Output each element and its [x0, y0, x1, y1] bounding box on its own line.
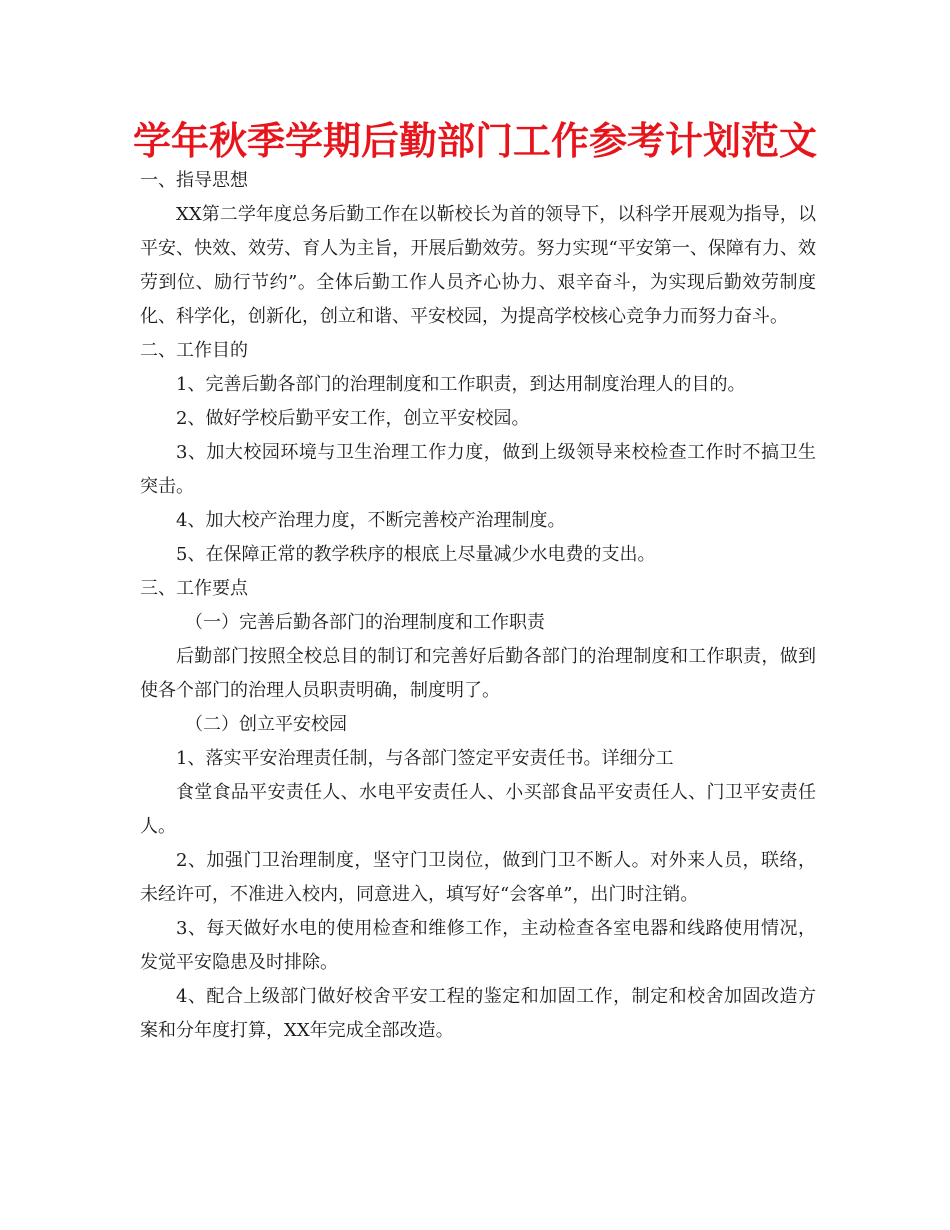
document-title: 学年秋季学期后勤部门工作参考计划范文	[132, 119, 817, 163]
safety-item-1-detail: 食堂食品平安责任人、水电平安责任人、小买部食品平安责任人、门卫平安责任人。	[140, 782, 816, 837]
section-heading-work-goals: 二、工作目的	[140, 340, 248, 361]
safety-item-2: 2、加强门卫治理制度，坚守门卫岗位，做到门卫不断人。对外来人员，联络，未经许可，不准进入校内，同意进入，填写好“会客单”，出门时注销。	[140, 850, 816, 905]
goal-item-5: 5、在保障正常的教学秩序的根底上尽量减少水电费的支出。	[176, 544, 656, 565]
subsection-heading-2: （二）创立平安校园	[185, 714, 347, 735]
paragraph-subsection-1: 后勤部门按照全校总目的制订和完善好后勤各部门的治理制度和工作职责，做到使各个部门的治理人员职责明确，制度明了。	[140, 646, 816, 701]
paragraph-guiding-ideology: XX第二学年度总务后勤工作在以靳校长为首的领导下，以科学开展观为指导，以平安、快效、效劳、育人为主旨，开展后勤效劳。努力实现“平安第一、保障有力、效劳到位、励行节约”。全体后勤工作人员齐心协力、艰辛奋斗，为实现后勤效劳制度化、科学化，创新化，创立和谐、平安校园，为提高学校核心竞争力而努力奋斗。	[140, 204, 816, 327]
safety-item-1: 1、落实平安治理责任制，与各部门签定平安责任书。详细分工	[176, 748, 674, 769]
goal-item-2: 2、做好学校后勤平安工作，创立平安校园。	[176, 408, 530, 429]
goal-item-1: 1、完善后勤各部门的治理制度和工作职责，到达用制度治理人的目的。	[176, 374, 746, 395]
goal-item-3: 3、加大校园环境与卫生治理工作力度，做到上级领导来校检查工作时不搞卫生突击。	[140, 442, 816, 497]
subsection-heading-1: （一）完善后勤各部门的治理制度和工作职责	[185, 612, 545, 633]
section-heading-guiding-ideology: 一、指导思想	[140, 170, 248, 191]
document-body	[140, 164, 816, 1048]
safety-item-4: 4、配合上级部门做好校舍平安工程的鉴定和加固工作，制定和校舍加固改造方案和分年度打算，XX年完成全部改造。	[140, 986, 816, 1041]
section-heading-work-points: 三、工作要点	[140, 578, 248, 599]
goal-item-4: 4、加大校产治理力度，不断完善校产治理制度。	[176, 510, 566, 531]
safety-item-3: 3、每天做好水电的使用检查和维修工作，主动检查各室电器和线路使用情况，发觉平安隐患及时排除。	[140, 918, 816, 973]
